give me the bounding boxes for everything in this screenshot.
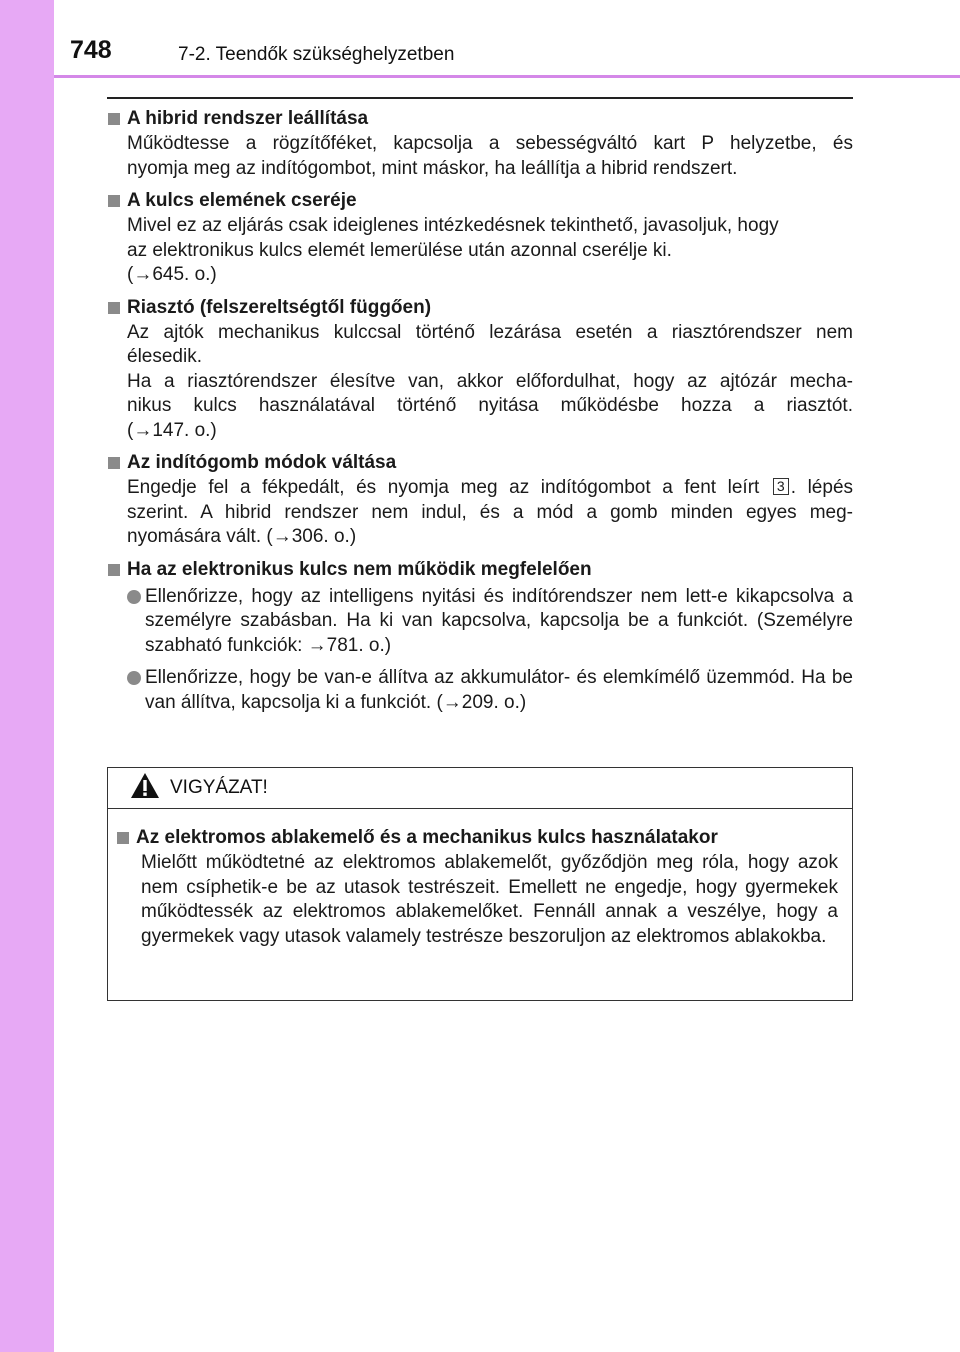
caution-box [107, 767, 853, 1001]
chapter-side-tab [0, 0, 54, 1352]
bullet-item [107, 585, 853, 659]
text-line: Ha a riasztórendszer élesítve van, akkor előfordulhat, hogy az ajtózár mecha- [127, 370, 853, 392]
section-key-malfunction [107, 557, 853, 716]
section-heading-text: Az indítógomb módok váltása [127, 452, 397, 473]
caution-label: VIGYÁZAT! [170, 777, 268, 798]
text-line [127, 476, 853, 501]
section-heading [107, 450, 853, 476]
section-heading [107, 295, 853, 321]
section-heading-text: A hibrid rendszer leállítása [127, 108, 369, 129]
square-marker-icon [117, 832, 129, 844]
text-fragment: . lépés [790, 477, 854, 498]
section-text [127, 321, 853, 444]
page-number: 748 [70, 36, 112, 64]
square-marker-icon [108, 195, 120, 207]
caution-heading [116, 825, 838, 851]
section-key-battery [107, 188, 853, 288]
square-marker-icon [108, 113, 120, 125]
section-text [127, 132, 853, 181]
bullet-dot-icon [127, 590, 141, 604]
section-text [127, 214, 853, 288]
bullet-text: Ellenőrizze, hogy be van-e állítva az akkumulátor- és elemkímélő üzemmód. Ha be van állítva, kapcsolja ki a funkciót. (→209. o.) [145, 667, 853, 713]
section-heading [107, 557, 853, 583]
text-line: Működtesse a rögzítőféket, kapcsolja a sebességváltó kart P helyzetbe, és [127, 133, 853, 154]
section-heading-text: Ha az elektronikus kulcs nem működik megfelelően [127, 558, 592, 580]
section-heading [107, 106, 853, 132]
section-text [127, 476, 853, 550]
square-marker-icon [108, 564, 120, 576]
bullet-dot-icon [127, 671, 141, 685]
text-line: szerint. A hibrid rendszer nem indul, és a mód a gomb minden egyes meg- [127, 501, 853, 523]
section-heading [107, 188, 853, 214]
warning-triangle-icon [130, 772, 160, 804]
section-stop-hybrid [107, 106, 853, 181]
page-reference: (→645. o.) [127, 264, 217, 285]
caution-text: Mielőtt működtetné az elektromos ablakemelőt, győződjön meg róla, hogy azok nem csíphetik-e be az utasok testrészeit. Emellett ne engedje, hogy gyermekek működtessék az elektromos ablakemelőket. Fennáll annak a veszélye, hogy a gyermekek vagy utasok valamely testrésze beszoruljon az elektromos ablakokba. [141, 852, 838, 947]
text-line: Mivel ez az eljárás csak ideiglenes intézkedésnek tekinthető, javasoljuk, hogy [127, 215, 779, 236]
section-alarm [107, 295, 853, 444]
header-rule [54, 75, 960, 78]
section-heading-text: A kulcs elemének cseréje [127, 190, 357, 211]
chapter-title: 7-2. Teendők szükséghelyzetben [178, 44, 455, 65]
text-line: nyomására vált. (→306. o.) [127, 526, 357, 547]
caution-heading-text: Az elektromos ablakemelő és a mechanikus kulcs használatakor [136, 827, 718, 848]
text-line: az elektronikus kulcs elemét lemerülése után azonnal cserélje ki. [127, 239, 672, 261]
bullet-item [107, 666, 853, 715]
text-line: élesedik. [127, 346, 202, 367]
page-reference: (→147. o.) [127, 419, 217, 441]
main-content [107, 106, 853, 723]
text-line: nikus kulcs használatával történő nyitása működésbe hozza a riasztót. [127, 395, 853, 416]
square-marker-icon [108, 302, 120, 314]
square-marker-icon [108, 457, 120, 469]
caution-header [108, 768, 852, 809]
text-line: nyomja meg az indítógombot, mint máskor, ha leállítja a hibrid rendszert. [127, 157, 738, 179]
step-number-box: 3 [773, 478, 789, 495]
section-heading-text: Riasztó (felszereltségtől függően) [127, 296, 432, 318]
section-start-button-modes [107, 450, 853, 550]
content-top-rule [107, 97, 853, 99]
text-line: Az ajtók mechanikus kulccsal történő lezárása esetén a riasztórendszer nem [127, 321, 853, 343]
caution-body [108, 809, 852, 949]
text-fragment: Engedje fel a fékpedált, és nyomja meg az indítógombot a fent leírt [127, 477, 760, 498]
bullet-text: Ellenőrizze, hogy az intelligens nyitási és indítórendszer nem lett-e kikapcsolva a személyre szabásban. Ha ki van kapcsolva, kapcsolja be a funkciót. (Személyre szabható funkciók: →781. o.) [145, 585, 853, 656]
